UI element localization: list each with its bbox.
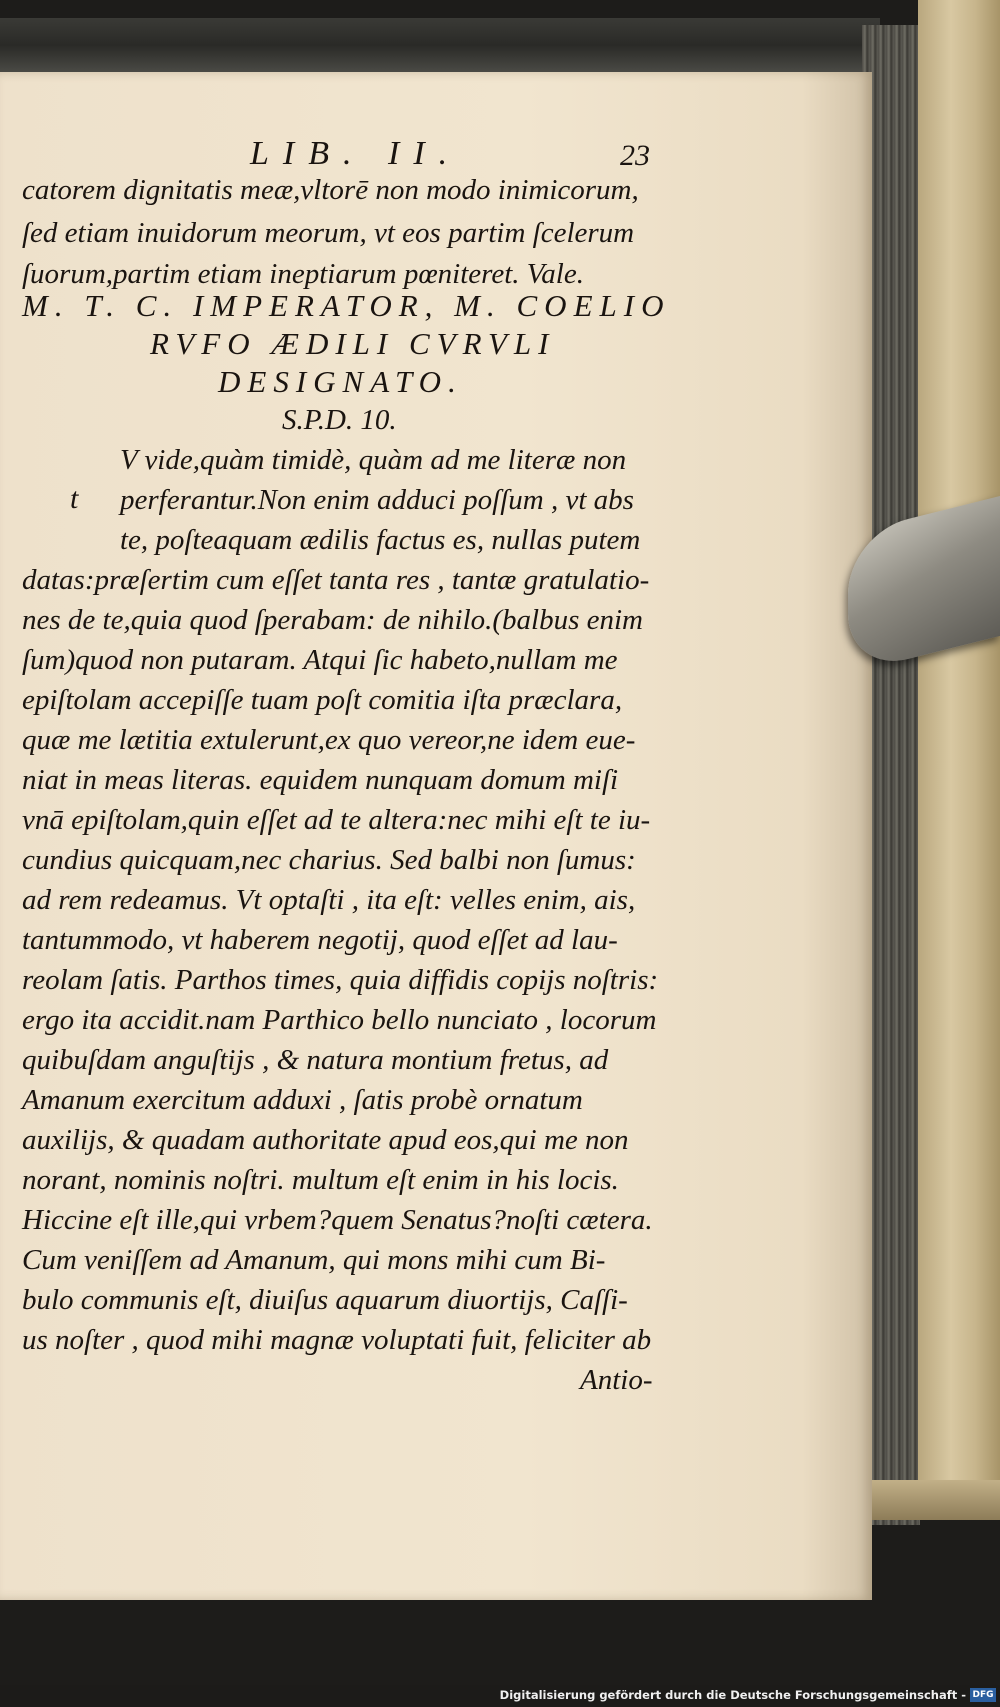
text-line: vnā epiſtolam,quin eſſet ad te altera:nec mihi eſt te iu- xyxy=(22,804,651,836)
text-line: te, poſteaquam ædilis factus es, nullas putem xyxy=(120,524,641,556)
text-line: datas:præſertim cum eſſet tanta res , tantæ gratulatio- xyxy=(22,564,650,596)
text-line: us noſter , quod mihi magnæ voluptati fuit, feliciter ab xyxy=(22,1324,652,1356)
marginal-note: t xyxy=(70,482,79,515)
letter-heading-line: DESIGNATO. xyxy=(218,364,463,399)
book-cover-right xyxy=(918,0,1000,1510)
text-line: ad rem redeamus. Vt optaſti , ita eſt: velles enim, ais, xyxy=(22,884,636,916)
text-line: auxilijs, & quadam authoritate apud eos,qui me non xyxy=(22,1124,629,1156)
text-line: perferantur.Non enim adduci poſſum , vt abs xyxy=(120,484,634,516)
salutation: S.P.D. 10. xyxy=(282,404,397,436)
text-line: quæ me lætitia extulerunt,ex quo vereor,ne idem eue- xyxy=(22,724,636,756)
text-line: bulo communis eſt, diuiſus aquarum diuortijs, Caſſi- xyxy=(22,1284,628,1316)
text-line: catorem dignitatis meæ,vltorē non modo inimicorum, xyxy=(22,174,639,206)
dfg-logo: DFG xyxy=(970,1688,996,1702)
book-cover-bottom xyxy=(862,1480,1000,1520)
digitization-credit: Digitalisierung gefördert durch die Deutsche Forschungsgemeinschaft - xyxy=(499,1688,966,1702)
letter-heading-line: RVFO ÆDILI CVRVLI xyxy=(150,326,556,361)
text-line: Hiccine eſt ille,qui vrbem?quem Senatus?noſti cætera. xyxy=(22,1204,653,1236)
text-line: V vide,quàm timidè, quàm ad me literæ non xyxy=(120,444,627,476)
footer-bar xyxy=(0,1685,1000,1707)
page-number: 23 xyxy=(620,139,650,172)
text-line: Amanum exercitum adduxi , ſatis probè ornatum xyxy=(22,1084,583,1116)
page-header xyxy=(250,135,670,175)
text-line: ſed etiam inuidorum meorum, vt eos partim ſcelerum xyxy=(22,217,635,249)
text-line: ergo ita accidit.nam Parthico bello nunciato , locorum xyxy=(22,1004,657,1036)
text-line: Cum veniſſem ad Amanum, qui mons mihi cum Bi- xyxy=(22,1244,606,1276)
text-line: quibuſdam anguſtijs , & natura montium fretus, ad xyxy=(22,1044,609,1076)
text-line: nes de te,quia quod ſperabam: de nihilo.(balbus enim xyxy=(22,604,643,636)
text-line: ſum)quod non putaram. Atqui ſic habeto,nullam me xyxy=(22,644,618,676)
text-line: reolam ſatis. Parthos times, quia diffidis copijs noſtris: xyxy=(22,964,659,996)
text-line: cundius quicquam,nec charius. Sed balbi non ſumus: xyxy=(22,844,636,876)
text-line: epiſtolam accepiſſe tuam poſt comitia iſta præclara, xyxy=(22,684,623,716)
text-line: ſuorum,partim etiam ineptiarum pœniteret. Vale. xyxy=(22,258,584,290)
running-head: LIB. II. xyxy=(250,135,462,172)
text-line: norant, nominis noſtri. multum eſt enim in his locis. xyxy=(22,1164,619,1196)
letter-heading-line: M. T. C. IMPERATOR, M. COELIO xyxy=(22,288,671,323)
text-line: niat in meas literas. equidem nunquam domum miſi xyxy=(22,764,619,796)
catchword: Antio- xyxy=(580,1364,653,1396)
text-line: tantummodo, vt haberem negotij, quod eſſet ad lau- xyxy=(22,924,618,956)
